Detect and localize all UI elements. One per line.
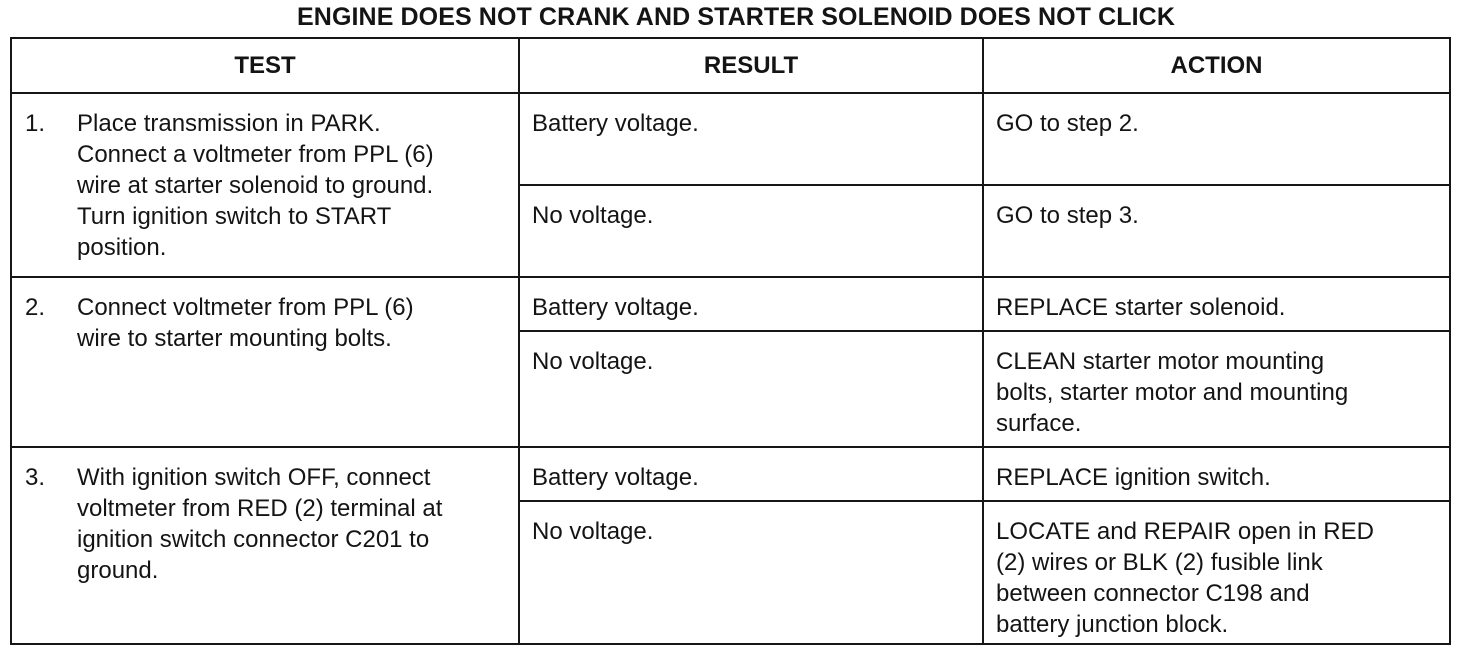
test-line: Connect voltmeter from PPL (6) xyxy=(77,294,414,321)
action-text xyxy=(984,94,1449,139)
action-text xyxy=(984,448,1449,493)
header-test: TEST xyxy=(11,38,519,93)
action-cell xyxy=(983,447,1450,501)
result-cell xyxy=(519,93,983,185)
test-cell-step-2 xyxy=(11,277,519,447)
result-text: No voltage. xyxy=(532,348,654,375)
test-line: voltmeter from RED (2) terminal at xyxy=(77,495,443,522)
result-cell xyxy=(519,277,983,331)
action-line: battery junction block. xyxy=(996,611,1229,638)
test-cell-step-3 xyxy=(11,447,519,644)
table-row xyxy=(11,93,1450,185)
action-line: GO to step 2. xyxy=(996,110,1139,137)
result-cell xyxy=(519,501,983,644)
test-line: position. xyxy=(77,234,167,261)
action-line: REPLACE ignition switch. xyxy=(996,464,1271,491)
test-text xyxy=(77,292,508,354)
action-text xyxy=(984,186,1449,231)
test-line: With ignition switch OFF, connect xyxy=(77,464,431,491)
test-line: wire at starter solenoid to ground. xyxy=(77,172,434,199)
result-text: Battery voltage. xyxy=(532,464,699,491)
diagnostic-table xyxy=(10,37,1451,645)
action-text xyxy=(984,502,1449,640)
table-row xyxy=(11,447,1450,501)
result-text: Battery voltage. xyxy=(532,110,699,137)
action-line: (2) wires or BLK (2) fusible link xyxy=(996,549,1323,576)
action-cell xyxy=(983,277,1450,331)
action-cell xyxy=(983,93,1450,185)
test-text xyxy=(77,108,508,263)
result-text: No voltage. xyxy=(532,518,654,545)
header-action: ACTION xyxy=(983,38,1450,93)
result-cell xyxy=(519,447,983,501)
action-cell xyxy=(983,331,1450,447)
step-number: 1. xyxy=(25,110,46,137)
step-number: 2. xyxy=(25,294,46,321)
header-result: RESULT xyxy=(519,38,983,93)
action-line: CLEAN starter motor mounting xyxy=(996,348,1325,375)
result-cell xyxy=(519,331,983,447)
action-line: bolts, starter motor and mounting xyxy=(996,379,1349,406)
page-title: ENGINE DOES NOT CRANK AND STARTER SOLENOID DOES NOT CLICK xyxy=(297,3,1175,31)
test-line: Turn ignition switch to START xyxy=(77,203,392,230)
test-line: Connect a voltmeter from PPL (6) xyxy=(77,141,434,168)
action-cell xyxy=(983,501,1450,644)
result-text: Battery voltage. xyxy=(532,294,699,321)
header-row xyxy=(11,38,1450,93)
action-line: surface. xyxy=(996,410,1082,437)
result-cell xyxy=(519,185,983,277)
test-line: wire to starter mounting bolts. xyxy=(77,325,392,352)
test-cell-step-1 xyxy=(11,93,519,277)
test-line: Place transmission in PARK. xyxy=(77,110,381,137)
test-line: ignition switch connector C201 to xyxy=(77,526,430,553)
action-line: LOCATE and REPAIR open in RED xyxy=(996,518,1374,545)
step-number: 3. xyxy=(25,464,46,491)
action-text xyxy=(984,278,1449,323)
action-line: GO to step 3. xyxy=(996,202,1139,229)
test-line: ground. xyxy=(77,557,159,584)
result-text: No voltage. xyxy=(532,202,654,229)
action-line: between connector C198 and xyxy=(996,580,1310,607)
action-cell xyxy=(983,185,1450,277)
table-row xyxy=(11,277,1450,331)
test-text xyxy=(77,462,508,586)
action-line: REPLACE starter solenoid. xyxy=(996,294,1286,321)
action-text xyxy=(984,332,1449,439)
